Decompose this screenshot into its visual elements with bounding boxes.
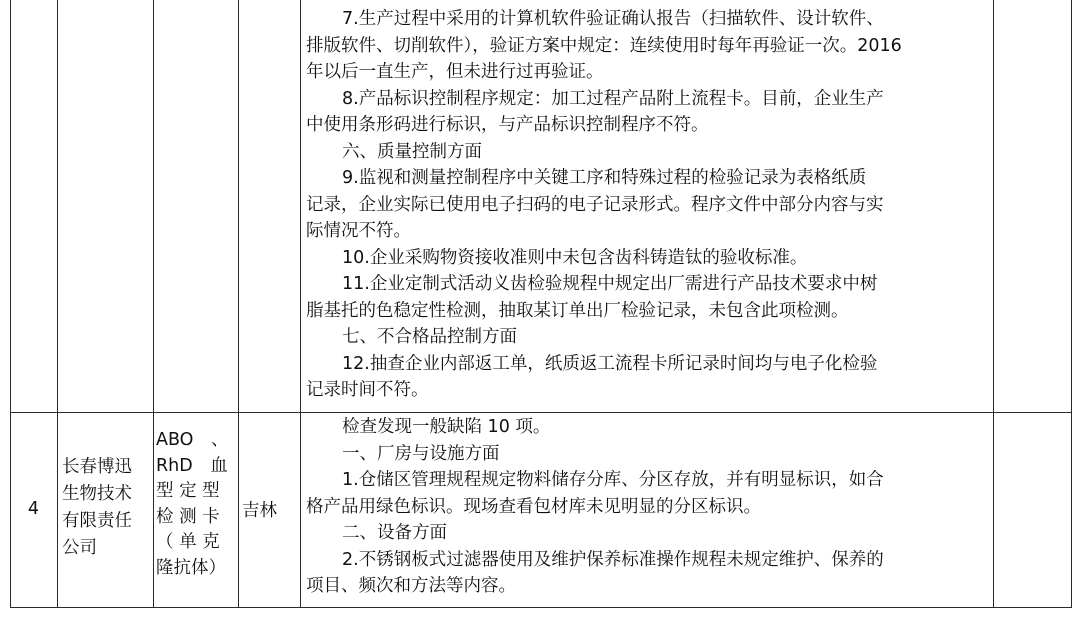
column-divider	[993, 0, 994, 608]
finding-line: 六、质量控制方面	[342, 141, 482, 162]
product-name	[156, 428, 240, 581]
column-divider	[57, 0, 58, 608]
row-divider	[10, 412, 1072, 413]
finding-line: 项目、频次和方法等内容。	[306, 576, 516, 596]
table-border-right	[1071, 0, 1072, 608]
finding-line: 7.生产过程中采用的计算机软件验证确认报告（扫描软件、设计软件、	[342, 9, 884, 29]
company-name	[62, 454, 154, 562]
finding-line: 10.企业采购物资接收准则中未包含齿科铸造钛的验收标准。	[342, 247, 808, 268]
table-border-bottom	[10, 607, 1072, 608]
finding-line: 脂基托的色稳定性检测，抽取某订单出厂检验记录，未包含此项检测。	[306, 300, 849, 321]
finding-line: 二、设备方面	[342, 523, 447, 543]
finding-line: 七、不合格品控制方面	[342, 327, 517, 347]
row-4-findings	[306, 414, 992, 600]
product-name-line: 隆抗体）	[156, 557, 226, 578]
finding-line: 际情况不符。	[306, 221, 411, 241]
finding-line: 中使用条形码进行标识，与产品标识控制程序不符。	[306, 115, 709, 135]
region: 吉林	[242, 501, 277, 521]
finding-line: 检查发现一般缺陷 10 项。	[342, 417, 551, 437]
finding-line: 1.仓储区管理规程规定物料储存分库、分区存放，并有明显标识，如合	[342, 470, 884, 490]
company-name-line: 长春博迅	[62, 457, 132, 477]
finding-line: 12.抽查企业内部返工单，纸质返工流程卡所记录时间均与电子化检验	[342, 353, 878, 374]
row-number: 4	[27, 499, 40, 519]
finding-line: 排版软件、切削软件），验证方案中规定：连续使用时每年再验证一次。2016	[306, 35, 902, 56]
product-name-line: ABO 、	[156, 430, 229, 450]
company-name-line: 生物技术	[62, 484, 132, 504]
finding-line: 2.不锈钢板式过滤器使用及维护保养标准操作规程未规定维护、保养的	[342, 549, 884, 570]
product-name-line: 型 定 型	[156, 481, 220, 501]
company-name-line: 公司	[62, 538, 97, 558]
finding-line: 记录，企业实际已使用电子扫码的电子记录形式。程序文件中部分内容与实	[306, 194, 884, 215]
product-name-line: RhD 血	[156, 455, 228, 476]
finding-line: 年以后一直生产，但未进行过再验证。	[306, 62, 604, 82]
finding-line: 11.企业定制式活动义齿检验规程中规定出厂需进行产品技术要求中树	[342, 274, 878, 294]
product-name-line: 检 测 卡	[156, 506, 220, 527]
finding-line: 格产品用绿色标识。现场查看包材库未见明显的分区标识。	[306, 496, 761, 517]
row-top-findings	[306, 6, 992, 404]
inspection-table	[10, 0, 1072, 608]
finding-line: 记录时间不符。	[306, 380, 429, 400]
company-name-line: 有限责任	[62, 511, 132, 531]
product-name-line: （ 单 克	[156, 532, 220, 552]
finding-line: 一、厂房与设施方面	[342, 443, 500, 464]
finding-line: 8.产品标识控制程序规定：加工过程产品附上流程卡。目前，企业生产	[342, 88, 884, 109]
finding-line: 9.监视和测量控制程序中关键工序和特殊过程的检验记录为表格纸质	[342, 168, 867, 188]
